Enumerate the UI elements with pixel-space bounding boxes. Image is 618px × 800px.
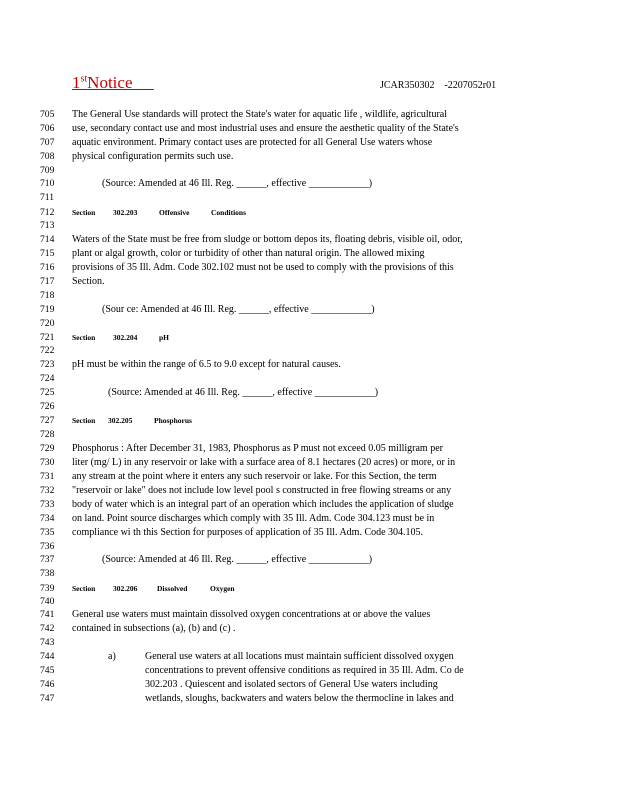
line-number: 724 (40, 373, 55, 384)
notice-title: 1stNotice (72, 73, 133, 92)
line-number: 708 (40, 151, 55, 162)
source-note: (Source: Amended at 46 Ill. Reg. ______, effective ____________) (102, 554, 373, 565)
line-number: 745 (40, 665, 55, 676)
line-number: 733 (40, 499, 55, 510)
line-number: 705 (40, 109, 55, 120)
line-number: 742 (40, 623, 55, 634)
line-number: 747 (40, 693, 55, 704)
body-line: General use waters at all locations must maintain sufficient dissolved oxygen (145, 651, 454, 662)
line-number: 720 (40, 318, 55, 329)
line-number: 730 (40, 457, 55, 468)
body-line: General use waters must maintain dissolved oxygen concentrations at or above the values (72, 609, 431, 620)
line-number: 723 (40, 359, 55, 370)
line-number: 716 (40, 262, 55, 273)
line-number: 728 (40, 429, 55, 440)
body-line: compliance wi th this Section for purposes of application of 35 Ill. Adm. Code 304.105. (72, 527, 424, 538)
section-heading: Section 302.204 pH (72, 333, 170, 342)
source-note: (Source: Amended at 46 Ill. Reg. ______, effective ____________) (102, 178, 373, 189)
line-number: 732 (40, 485, 55, 496)
section-heading: Section 302.205 Phosphorus (72, 416, 192, 425)
line-number: 722 (40, 345, 55, 356)
body-line: plant or algal growth, color or turbidity of other than natural origin. The allowed mixing (72, 248, 425, 259)
line-number: 714 (40, 234, 55, 245)
line-number: 726 (40, 401, 55, 412)
line-number: 711 (40, 192, 55, 203)
line-number: 741 (40, 609, 55, 620)
body-line: provisions of 35 Ill. Adm. Code 302.102 must not be used to comply with the provisions of this (72, 262, 454, 273)
line-number: 739 (40, 583, 55, 594)
line-number: 738 (40, 568, 55, 579)
body-line: Phosphorus : After December 31, 1983, Phosphorus as P must not exceed 0.05 milligram per (72, 443, 443, 454)
line-number: 729 (40, 443, 55, 454)
body-line: any stream at the point where it enters any such reservoir or lake. For this Section, the term (72, 471, 437, 482)
line-number: 707 (40, 137, 55, 148)
body-line: contained in subsections (a), (b) and (c) . (72, 623, 236, 634)
body-line: aquatic environment. Primary contact uses are protected for all General Use waters whose (72, 137, 433, 148)
line-number: 706 (40, 123, 55, 134)
body-line: Section. (72, 276, 105, 287)
line-number: 744 (40, 651, 55, 662)
line-number: 709 (40, 165, 55, 176)
section-heading: Section 302.203 Offensive Conditions (72, 208, 247, 217)
body-line: wetlands, sloughs, backwaters and waters below the thermocline in lakes and (145, 693, 454, 704)
body-line: liter (mg/ L) in any reservoir or lake with a surface area of 8.1 hectares (20 acres) or more, or in (72, 457, 456, 468)
line-number: 735 (40, 527, 55, 538)
body-line: pH must be within the range of 6.5 to 9.0 except for natural causes. (72, 359, 341, 370)
body-line: Waters of the State must be free from sludge or bottom depos its, floating debris, visible oil, odor, (72, 234, 463, 245)
body-line: concentrations to prevent offensive conditions as required in 35 Ill. Adm. Co de (145, 665, 464, 676)
line-number: 712 (40, 207, 55, 218)
line-number: 719 (40, 304, 55, 315)
line-number: 734 (40, 513, 55, 524)
line-number: 713 (40, 220, 55, 231)
line-number: 717 (40, 276, 55, 287)
line-number: 746 (40, 679, 55, 690)
line-number: 740 (40, 596, 55, 607)
line-number: 727 (40, 415, 55, 426)
line-number: 743 (40, 637, 55, 648)
body-line: The General Use standards will protect the State's water for aquatic life , wildlife, agricultural (72, 109, 447, 120)
list-marker: a) (108, 651, 116, 662)
body-line: body of water which is an integral part of an operation which includes the application of sludge (72, 499, 454, 510)
line-number: 710 (40, 178, 55, 189)
body-line: use, secondary contact use and most industrial uses and ensure the aesthetic quality of the State's (72, 123, 459, 134)
document-id: JCAR350302 -2207052r01 (380, 80, 497, 91)
line-number: 725 (40, 387, 55, 398)
source-note: (Sour ce: Amended at 46 Ill. Reg. ______, effective ____________) (102, 304, 375, 315)
line-number: 721 (40, 332, 55, 343)
body-line: physical configuration permits such use. (72, 151, 234, 162)
line-number: 715 (40, 248, 55, 259)
line-number: 718 (40, 290, 55, 301)
line-number: 737 (40, 554, 55, 565)
body-line: on land. Point source discharges which comply with 35 Ill. Adm. Code 304.123 must be in (72, 513, 435, 524)
line-number: 731 (40, 471, 55, 482)
source-note: (Source: Amended at 46 Ill. Reg. ______, effective ____________) (108, 387, 379, 398)
body-line: "reservoir or lake" does not include low level pool s constructed in free flowing streams or any (72, 485, 452, 496)
body-line: 302.203 . Quiescent and isolated sectors of General Use waters including (145, 679, 438, 690)
line-number: 736 (40, 541, 55, 552)
section-heading: Section 302.206 Dissolved Oxygen (72, 584, 235, 593)
